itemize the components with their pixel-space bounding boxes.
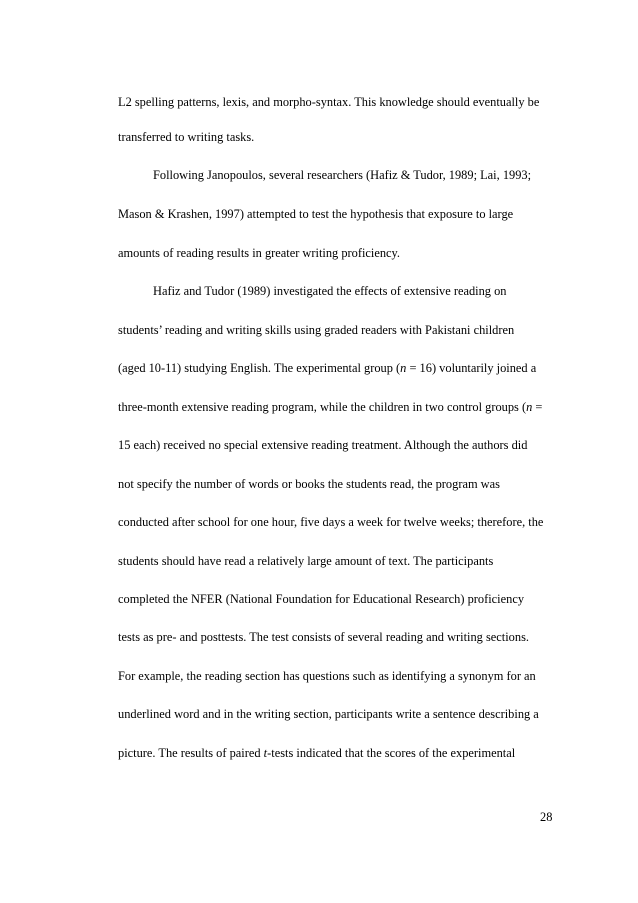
text-line: For example, the reading section has questions such as identifying a synonym for an [118,669,536,683]
text-line: Mason & Krashen, 1997) attempted to test the hypothesis that exposure to large [118,207,514,221]
page-number: 28 [540,810,553,824]
text-line: tests as pre- and posttests. The test consists of several reading and writing sections. [118,630,529,644]
text-line: conducted after school for one hour, five days a week for twelve weeks; therefore, the [118,515,544,529]
text-line: amounts of reading results in greater writing proficiency. [118,246,401,260]
text-line: L2 spelling patterns, lexis, and morpho-syntax. This knowledge should eventually be [118,95,540,109]
text-line: students’ reading and writing skills using graded readers with Pakistani children [118,323,515,337]
paragraph-start-line: Following Janopoulos, several researchers (Hafiz & Tudor, 1989; Lai, 1993; [153,168,532,182]
text-line: (aged 10-11) studying English. The experimental group (n = 16) voluntarily joined a [118,361,537,375]
italic-variable: t [263,746,268,760]
text-line: transferred to writing tasks. [118,130,255,144]
italic-variable: n [400,361,407,375]
text-line: three-month extensive reading program, while the children in two control groups (n = [118,400,543,414]
paragraph-start-line: Hafiz and Tudor (1989) investigated the effects of extensive reading on [153,284,507,298]
text-line: 15 each) received no special extensive reading treatment. Although the authors did [118,438,528,452]
text-line: picture. The results of paired t-tests indicated that the scores of the experimental [118,746,516,760]
italic-variable: n [526,400,533,414]
text-line: not specify the number of words or books the students read, the program was [118,477,500,491]
text-line: completed the NFER (National Foundation for Educational Research) proficiency [118,592,525,606]
text-line: underlined word and in the writing section, participants write a sentence describing a [118,707,539,721]
text-line: students should have read a relatively large amount of text. The participants [118,554,494,568]
